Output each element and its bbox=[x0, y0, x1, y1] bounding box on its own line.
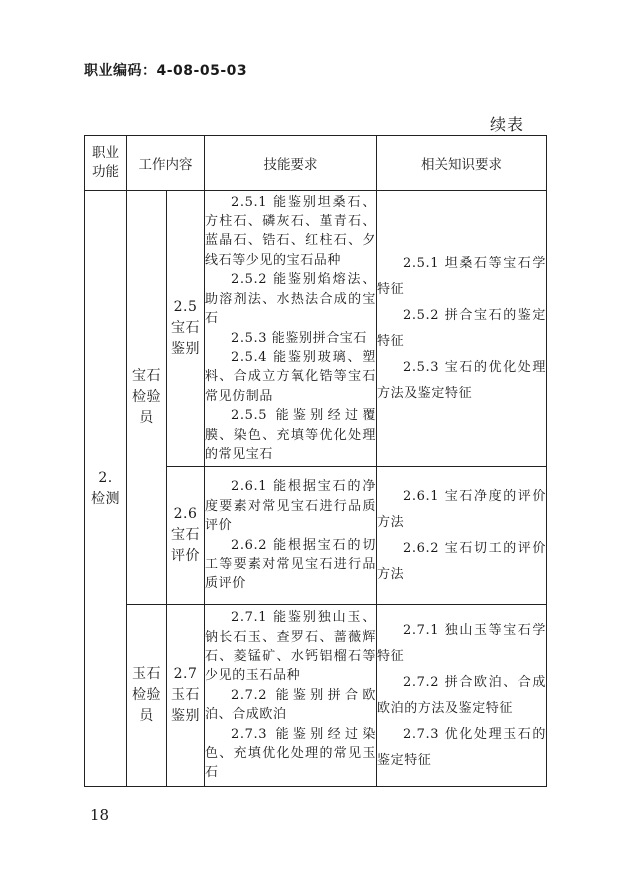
knowledge-cell bbox=[377, 191, 547, 467]
function-cell: 2. 检测 bbox=[85, 191, 127, 787]
table-row bbox=[85, 191, 547, 467]
skill-requirements-table bbox=[84, 135, 547, 787]
skill-cell bbox=[205, 467, 377, 605]
skill-cell bbox=[205, 605, 377, 787]
knowledge-item: 2.5.1 坦桑石等宝石学特征 bbox=[377, 255, 546, 297]
page-number: 18 bbox=[90, 806, 110, 824]
skill-item: 2.6.1 能根据宝石的净度要素对常见宝石进行品质评价 bbox=[205, 479, 376, 534]
item-cell: 2.6 宝石评价 bbox=[167, 467, 205, 605]
item-cell: 2.5 宝石鉴别 bbox=[167, 191, 205, 467]
skill-item: 2.5.3 能鉴别拼合宝石 bbox=[231, 330, 368, 346]
knowledge-item: 2.6.1 宝石净度的评价方法 bbox=[377, 488, 546, 530]
skill-cell bbox=[205, 191, 377, 467]
knowledge-item: 2.7.3 优化处理玉石的鉴定特征 bbox=[377, 726, 546, 768]
occupation-code: 职业编码：4-08-05-03 bbox=[84, 63, 248, 79]
table-row bbox=[85, 605, 547, 787]
knowledge-cell bbox=[377, 605, 547, 787]
skill-item: 2.7.1 能鉴别独山玉、钠长石玉、查罗石、蔷薇辉石、菱锰矿、水钙铝榴石等少见的玉石品种 bbox=[205, 610, 376, 684]
skill-item: 2.5.4 能鉴别玻璃、塑料、合成立方氧化锆等宝石常见仿制品 bbox=[205, 349, 376, 404]
item-cell: 2.7 玉石鉴别 bbox=[167, 605, 205, 787]
knowledge-item: 2.7.1 独山玉等宝石学特征 bbox=[377, 622, 546, 664]
header-work-content: 工作内容 bbox=[127, 136, 205, 191]
table-header-row bbox=[85, 136, 547, 191]
header-skill-requirements: 技能要求 bbox=[205, 136, 377, 191]
header-knowledge-requirements: 相关知识要求 bbox=[377, 136, 547, 191]
continued-label: 续表 bbox=[489, 115, 524, 134]
skill-item: 2.5.1 能鉴别坦桑石、方柱石、磷灰石、堇青石、蓝晶石、锆石、红柱石、夕线石等少见的宝石品种 bbox=[205, 194, 376, 268]
knowledge-cell bbox=[377, 467, 547, 605]
role-cell: 玉石检验员 bbox=[127, 605, 167, 787]
knowledge-item: 2.7.2 拼合欧泊、合成欧泊的方法及鉴定特征 bbox=[377, 674, 546, 716]
knowledge-item: 2.5.3 宝石的优化处理方法及鉴定特征 bbox=[377, 359, 546, 401]
skill-item: 2.5.5 能鉴别经过覆膜、染色、充填等优化处理的常见宝石 bbox=[205, 408, 376, 462]
skill-item: 2.6.2 能根据宝石的切工等要素对常见宝石进行品质评价 bbox=[205, 537, 376, 592]
knowledge-item: 2.6.2 宝石切工的评价方法 bbox=[377, 540, 546, 582]
skill-item: 2.7.3 能鉴别经过染色、充填优化处理的常见玉石 bbox=[205, 726, 376, 781]
header-function: 职业功能 bbox=[85, 136, 127, 191]
role-cell: 宝石检验员 bbox=[127, 191, 167, 605]
skill-item: 2.7.2 能鉴别拼合欧泊、合成欧泊 bbox=[205, 687, 376, 723]
skill-item: 2.5.2 能鉴别焰熔法、助溶剂法、水热法合成的宝石 bbox=[205, 272, 376, 327]
knowledge-item: 2.5.2 拼合宝石的鉴定特征 bbox=[377, 307, 546, 349]
